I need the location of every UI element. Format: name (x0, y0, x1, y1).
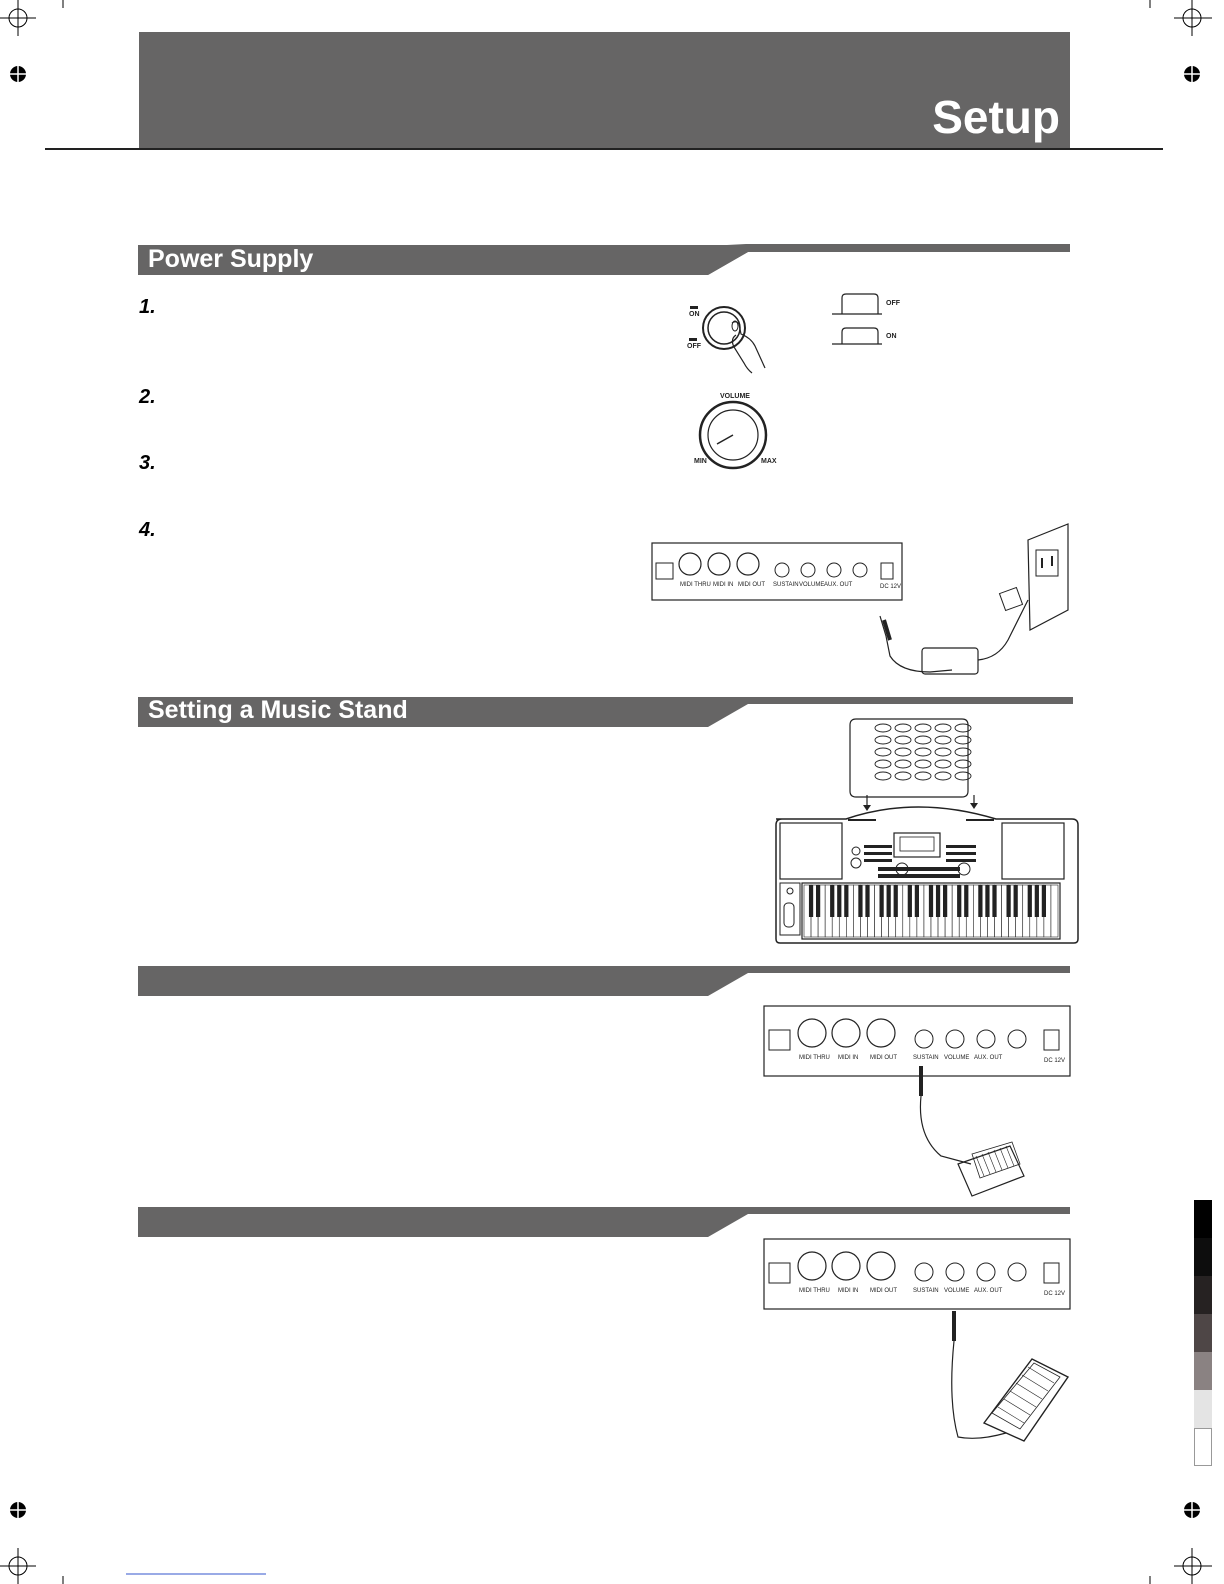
sustain-panel-label-sustain: SUSTAIN (913, 1055, 939, 1061)
sustain-panel-label-dc: DC 12V (1044, 1058, 1066, 1064)
black-key (1006, 885, 1010, 917)
black-key (844, 885, 848, 917)
volume-panel-label-sustain: SUSTAIN (913, 1288, 939, 1294)
step-number-1: 1. (139, 296, 156, 318)
sustain-panel-label-midi-in: MIDI IN (838, 1055, 859, 1061)
step-number-4: 4. (139, 519, 156, 541)
header-rule (45, 148, 1163, 150)
black-key (936, 885, 940, 917)
black-key (964, 885, 968, 917)
section-bar-volume-pedal (138, 1206, 1072, 1238)
switch-on-label: ON (689, 311, 700, 318)
black-key (894, 885, 898, 917)
volume-panel-label-midi-thru: MIDI THRU (799, 1288, 830, 1294)
black-key (1035, 885, 1039, 917)
sustain-panel-label-aux-out: AUX. OUT (974, 1055, 1003, 1061)
panel-label-midi-thru: MIDI THRU (680, 582, 711, 588)
rear-panel-volume-pedal-illustration (762, 1237, 1077, 1447)
black-key (809, 885, 813, 917)
black-key (908, 885, 912, 917)
volume-knob-illustration (690, 388, 790, 473)
black-key (957, 885, 961, 917)
switch-state-on-label: ON (886, 333, 897, 340)
panel-label-volume: VOLUME (799, 582, 825, 588)
volume-min-label: MIN (694, 458, 707, 465)
section-bar-sustain-pedal (138, 965, 1072, 997)
black-key (978, 885, 982, 917)
black-key (943, 885, 947, 917)
switch-off-label: OFF (687, 343, 701, 350)
sustain-panel-label-midi-thru: MIDI THRU (799, 1055, 830, 1061)
black-key (879, 885, 883, 917)
panel-label-dc: DC 12V (880, 584, 902, 590)
step-number-3: 3. (139, 452, 156, 474)
black-key (915, 885, 919, 917)
panel-label-aux-out: AUX. OUT (824, 582, 853, 588)
white-key (1051, 885, 1058, 937)
page-title: Setup (932, 91, 1060, 143)
rear-panel-sustain-illustration (762, 1004, 1074, 1204)
rear-panel-power-illustration (650, 520, 1080, 680)
black-key (858, 885, 862, 917)
sustain-panel-label-midi-out: MIDI OUT (870, 1055, 897, 1061)
black-key (985, 885, 989, 917)
switch-position-illustration (830, 290, 920, 350)
black-key (865, 885, 869, 917)
black-key (1014, 885, 1018, 917)
black-key (1042, 885, 1046, 917)
volume-max-label: MAX (761, 458, 777, 465)
black-key (1028, 885, 1032, 917)
black-key (837, 885, 841, 917)
color-calibration-strip (1194, 1200, 1212, 1466)
music-stand-keyboard-illustration (770, 715, 1080, 945)
volume-panel-label-midi-out: MIDI OUT (870, 1288, 897, 1294)
black-key (887, 885, 891, 917)
black-key (929, 885, 933, 917)
section-title-music-stand: Setting a Music Stand (148, 696, 408, 724)
black-key (830, 885, 834, 917)
volume-panel-label-midi-in: MIDI IN (838, 1288, 859, 1294)
black-key (816, 885, 820, 917)
volume-panel-label-aux-out: AUX. OUT (974, 1288, 1003, 1294)
volume-panel-label-dc: DC 12V (1044, 1291, 1066, 1297)
volume-panel-label-volume: VOLUME (944, 1288, 970, 1294)
power-switch-illustration (680, 295, 790, 375)
switch-state-off-label: OFF (886, 300, 900, 307)
section-title-power-supply: Power Supply (148, 245, 314, 273)
black-key (992, 885, 996, 917)
volume-knob-title: VOLUME (720, 393, 750, 400)
sustain-panel-label-volume: VOLUME (944, 1055, 970, 1061)
header-band (139, 32, 1070, 149)
panel-label-midi-out: MIDI OUT (738, 582, 765, 588)
panel-label-midi-in: MIDI IN (713, 582, 734, 588)
step-number-2: 2. (139, 386, 156, 408)
panel-label-sustain: SUSTAIN (773, 582, 799, 588)
